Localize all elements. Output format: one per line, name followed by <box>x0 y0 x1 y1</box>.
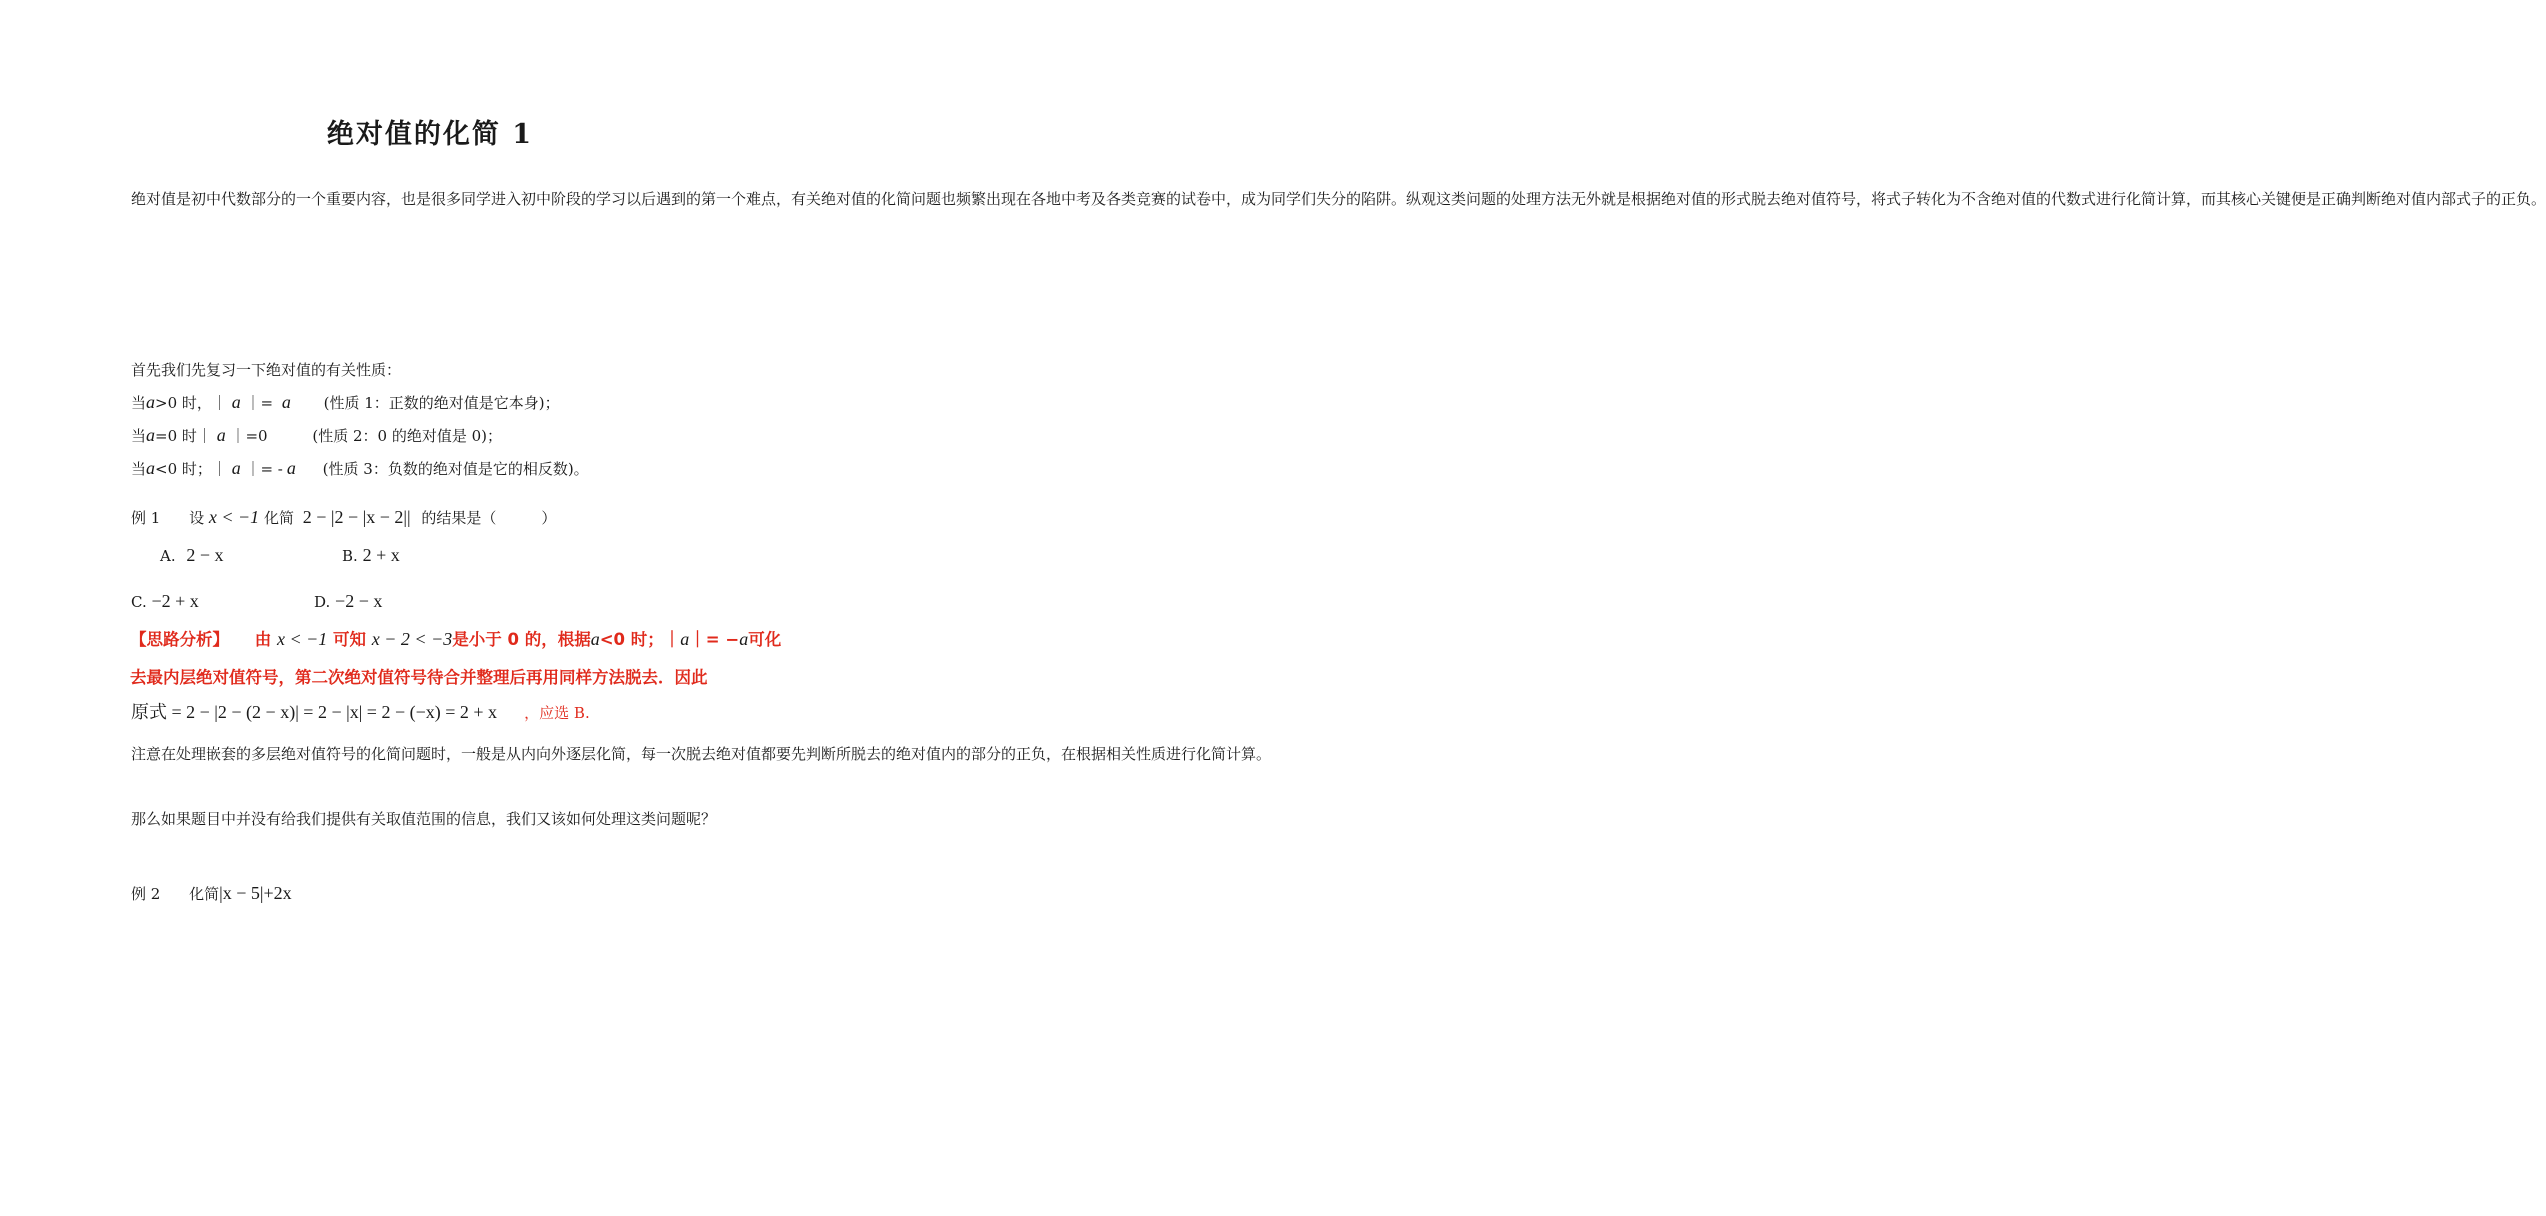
property-1-note: (性质 1：正数的绝对值是它本身)； <box>323 394 560 412</box>
property-2-note: (性质 2：0 的绝对值是 0)； <box>312 427 503 445</box>
property-1-pre: 当 <box>131 394 147 412</box>
option-b-letter: B. <box>342 547 358 565</box>
option-d <box>314 590 382 613</box>
analysis-condition-1: x < −1 <box>277 629 328 649</box>
property-3-mid: ｜= - <box>245 460 283 478</box>
property-1-cond: >0 时，｜ <box>155 394 227 412</box>
example1-label: 例 1 <box>131 509 161 527</box>
example1-expression: 2 − |2 − |x − 2|| <box>302 507 411 527</box>
property-1-var: a <box>146 392 156 412</box>
option-c <box>131 590 199 613</box>
property-3 <box>131 457 589 480</box>
property-1-mid: ｜= <box>245 394 274 412</box>
option-d-letter: D. <box>314 593 331 611</box>
analysis-formula: 原式 = 2 − |2 − (2 − x)| = 2 − |x| = 2 − (−x) = 2 + x <box>131 702 498 722</box>
analysis-var-3: a <box>739 629 749 649</box>
option-a-expression: 2 − x <box>186 545 224 565</box>
property-3-res: a <box>286 458 296 478</box>
option-a <box>160 544 224 567</box>
option-b <box>342 544 400 567</box>
example2-stem <box>131 882 292 905</box>
question-line: 那么如果题目中并没有给我们提供有关取值范围的信息，我们又该如何处理这类问题呢？ <box>131 810 717 828</box>
property-3-pre: 当 <box>131 460 147 478</box>
note-paragraph: 注意在处理嵌套的多层绝对值符号的化简问题时，一般是从内向外逐层化简，每一次脱去绝对值都要先判断所脱去的绝对值内的部分的正负，在根据相关性质进行化简计算。 <box>131 745 1272 763</box>
property-3-cond: <0 时；｜ <box>155 460 227 478</box>
example2-label: 例 2 <box>131 885 161 903</box>
analysis-rest-4: 可化 <box>748 630 782 649</box>
intro-paragraph: 绝对值是初中代数部分的一个重要内容，也是很多同学进入初中阶段的学习以后遇到的第一个难点，有关绝对值的化简问题也频繁出现在各地中考及各类竞赛的试卷中，成为同学们失分的陷阱。纵观这类问题的处理方法无外就是根据绝对值的形式脱去绝对值符号，将式子转化为不含绝对值的代数式进行化简计算，而其核心关键便是正确判断绝对值内部式子的正负。 <box>131 190 2546 208</box>
analysis-heading: 【思路分析】 <box>130 630 229 649</box>
analysis-answer: ，应选 B. <box>524 704 590 722</box>
option-c-expression: −2 + x <box>151 591 199 611</box>
analysis-condition-2: x − 2 < −3 <box>371 629 453 649</box>
option-d-expression: −2 − x <box>335 591 383 611</box>
option-a-letter: A. <box>160 547 176 565</box>
example2-expression: |x − 5|+2x <box>219 883 292 903</box>
example2-simplify: 化简 <box>189 885 220 903</box>
example1-result: 的结果是（ ） <box>421 509 557 527</box>
analysis-know: 可知 <box>333 630 367 649</box>
property-2-var: a <box>146 425 156 445</box>
property-2-var-2: a <box>216 425 226 445</box>
example1-simplify: 化简 <box>263 509 294 527</box>
review-line: 首先我们先复习一下绝对值的有关性质： <box>131 361 402 379</box>
analysis-rest-2: <0 时；｜ <box>599 630 681 649</box>
property-3-var: a <box>146 458 156 478</box>
property-1-var-2: a <box>231 392 241 412</box>
property-1 <box>131 391 560 414</box>
analysis-line-1 <box>130 626 781 650</box>
property-2-mid: ｜=0 <box>230 427 268 445</box>
analysis-var: a <box>590 629 600 649</box>
option-b-expression: 2 + x <box>362 545 400 565</box>
property-3-note: (性质 3：负数的绝对值是它的相反数)。 <box>322 460 589 478</box>
property-1-res: a <box>281 392 291 412</box>
analysis-line-3 <box>131 698 590 724</box>
analysis-rest-3: ｜= − <box>689 630 740 649</box>
analysis-var-2: a <box>680 629 690 649</box>
property-2-cond: =0 时｜ <box>155 427 212 445</box>
property-2-pre: 当 <box>131 427 147 445</box>
analysis-rest-1: 是小于 0 的，根据 <box>452 630 591 649</box>
example1-stem <box>131 506 556 529</box>
option-c-letter: C. <box>131 593 147 611</box>
example1-set: 设 <box>189 509 205 527</box>
property-2 <box>131 424 502 447</box>
property-3-var-2: a <box>231 458 241 478</box>
example1-condition: x < −1 <box>208 507 260 527</box>
analysis-from: 由 <box>254 630 272 649</box>
page-title: 绝对值的化简 1 <box>326 119 534 150</box>
analysis-line-2: 去最内层绝对值符号，第二次绝对值符号待合并整理后再用同样方法脱去．因此 <box>130 668 708 687</box>
